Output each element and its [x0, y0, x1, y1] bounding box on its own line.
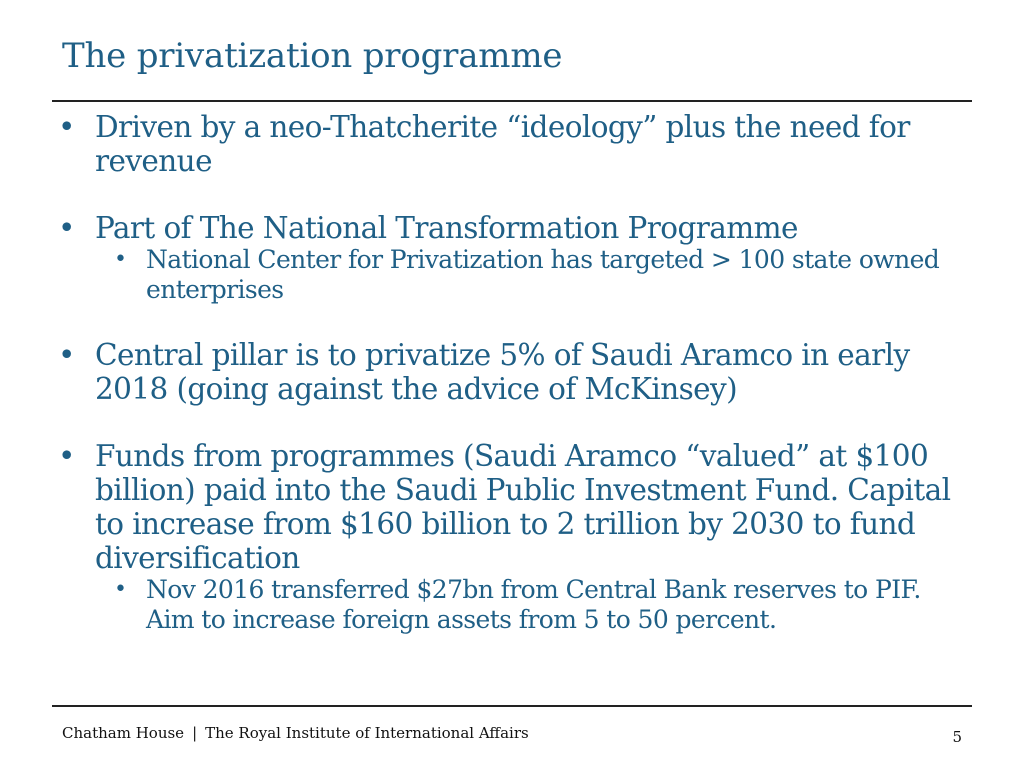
- bullet-text: Central pillar is to privatize 5% of Saudi Aramco in early 2018 (going against the advice of McKinsey): [95, 338, 910, 406]
- bullet-item: [58, 338, 968, 406]
- bullet-icon: •: [58, 211, 75, 245]
- bullet-item: [58, 211, 968, 305]
- bullet-text: Funds from programmes (Saudi Aramco “valued” at $100 billion) paid into the Saudi Public Investment Fund. Capital to increase from $160 billion to 2 trillion by 2030 to fund diversification: [95, 439, 951, 575]
- bullet-item: [58, 110, 968, 178]
- bullet-icon: •: [58, 110, 75, 144]
- footer-institute: The Royal Institute of International Affairs: [205, 724, 529, 742]
- footer-separator: |: [192, 724, 198, 742]
- bullet-text: Part of The National Transformation Programme: [95, 211, 798, 245]
- sub-bullet-list: [95, 575, 968, 635]
- sub-bullet-icon: •: [114, 577, 127, 602]
- bullet-list: [58, 110, 968, 635]
- footer-credit: [62, 724, 529, 742]
- footer-divider: [52, 705, 972, 707]
- sub-bullet-text: Nov 2016 transferred $27bn from Central Bank reserves to PIF. Aim to increase foreign assets from 5 to 50 percent.: [146, 575, 921, 634]
- bullet-item: [58, 439, 968, 635]
- sub-bullet-list: [95, 245, 968, 305]
- footer-org: Chatham House: [62, 724, 185, 742]
- slide-title: The privatization programme: [62, 36, 563, 76]
- sub-bullet-text: National Center for Privatization has targeted > 100 state owned enterprises: [146, 245, 940, 304]
- sub-bullet-item: [95, 245, 968, 305]
- bullet-icon: •: [58, 439, 75, 473]
- sub-bullet-item: [95, 575, 968, 635]
- sub-bullet-icon: •: [114, 247, 127, 272]
- bullet-text: Driven by a neo-Thatcherite “ideology” plus the need for revenue: [95, 110, 910, 178]
- bullet-icon: •: [58, 338, 75, 372]
- page-number: 5: [952, 728, 962, 746]
- title-divider: [52, 100, 972, 102]
